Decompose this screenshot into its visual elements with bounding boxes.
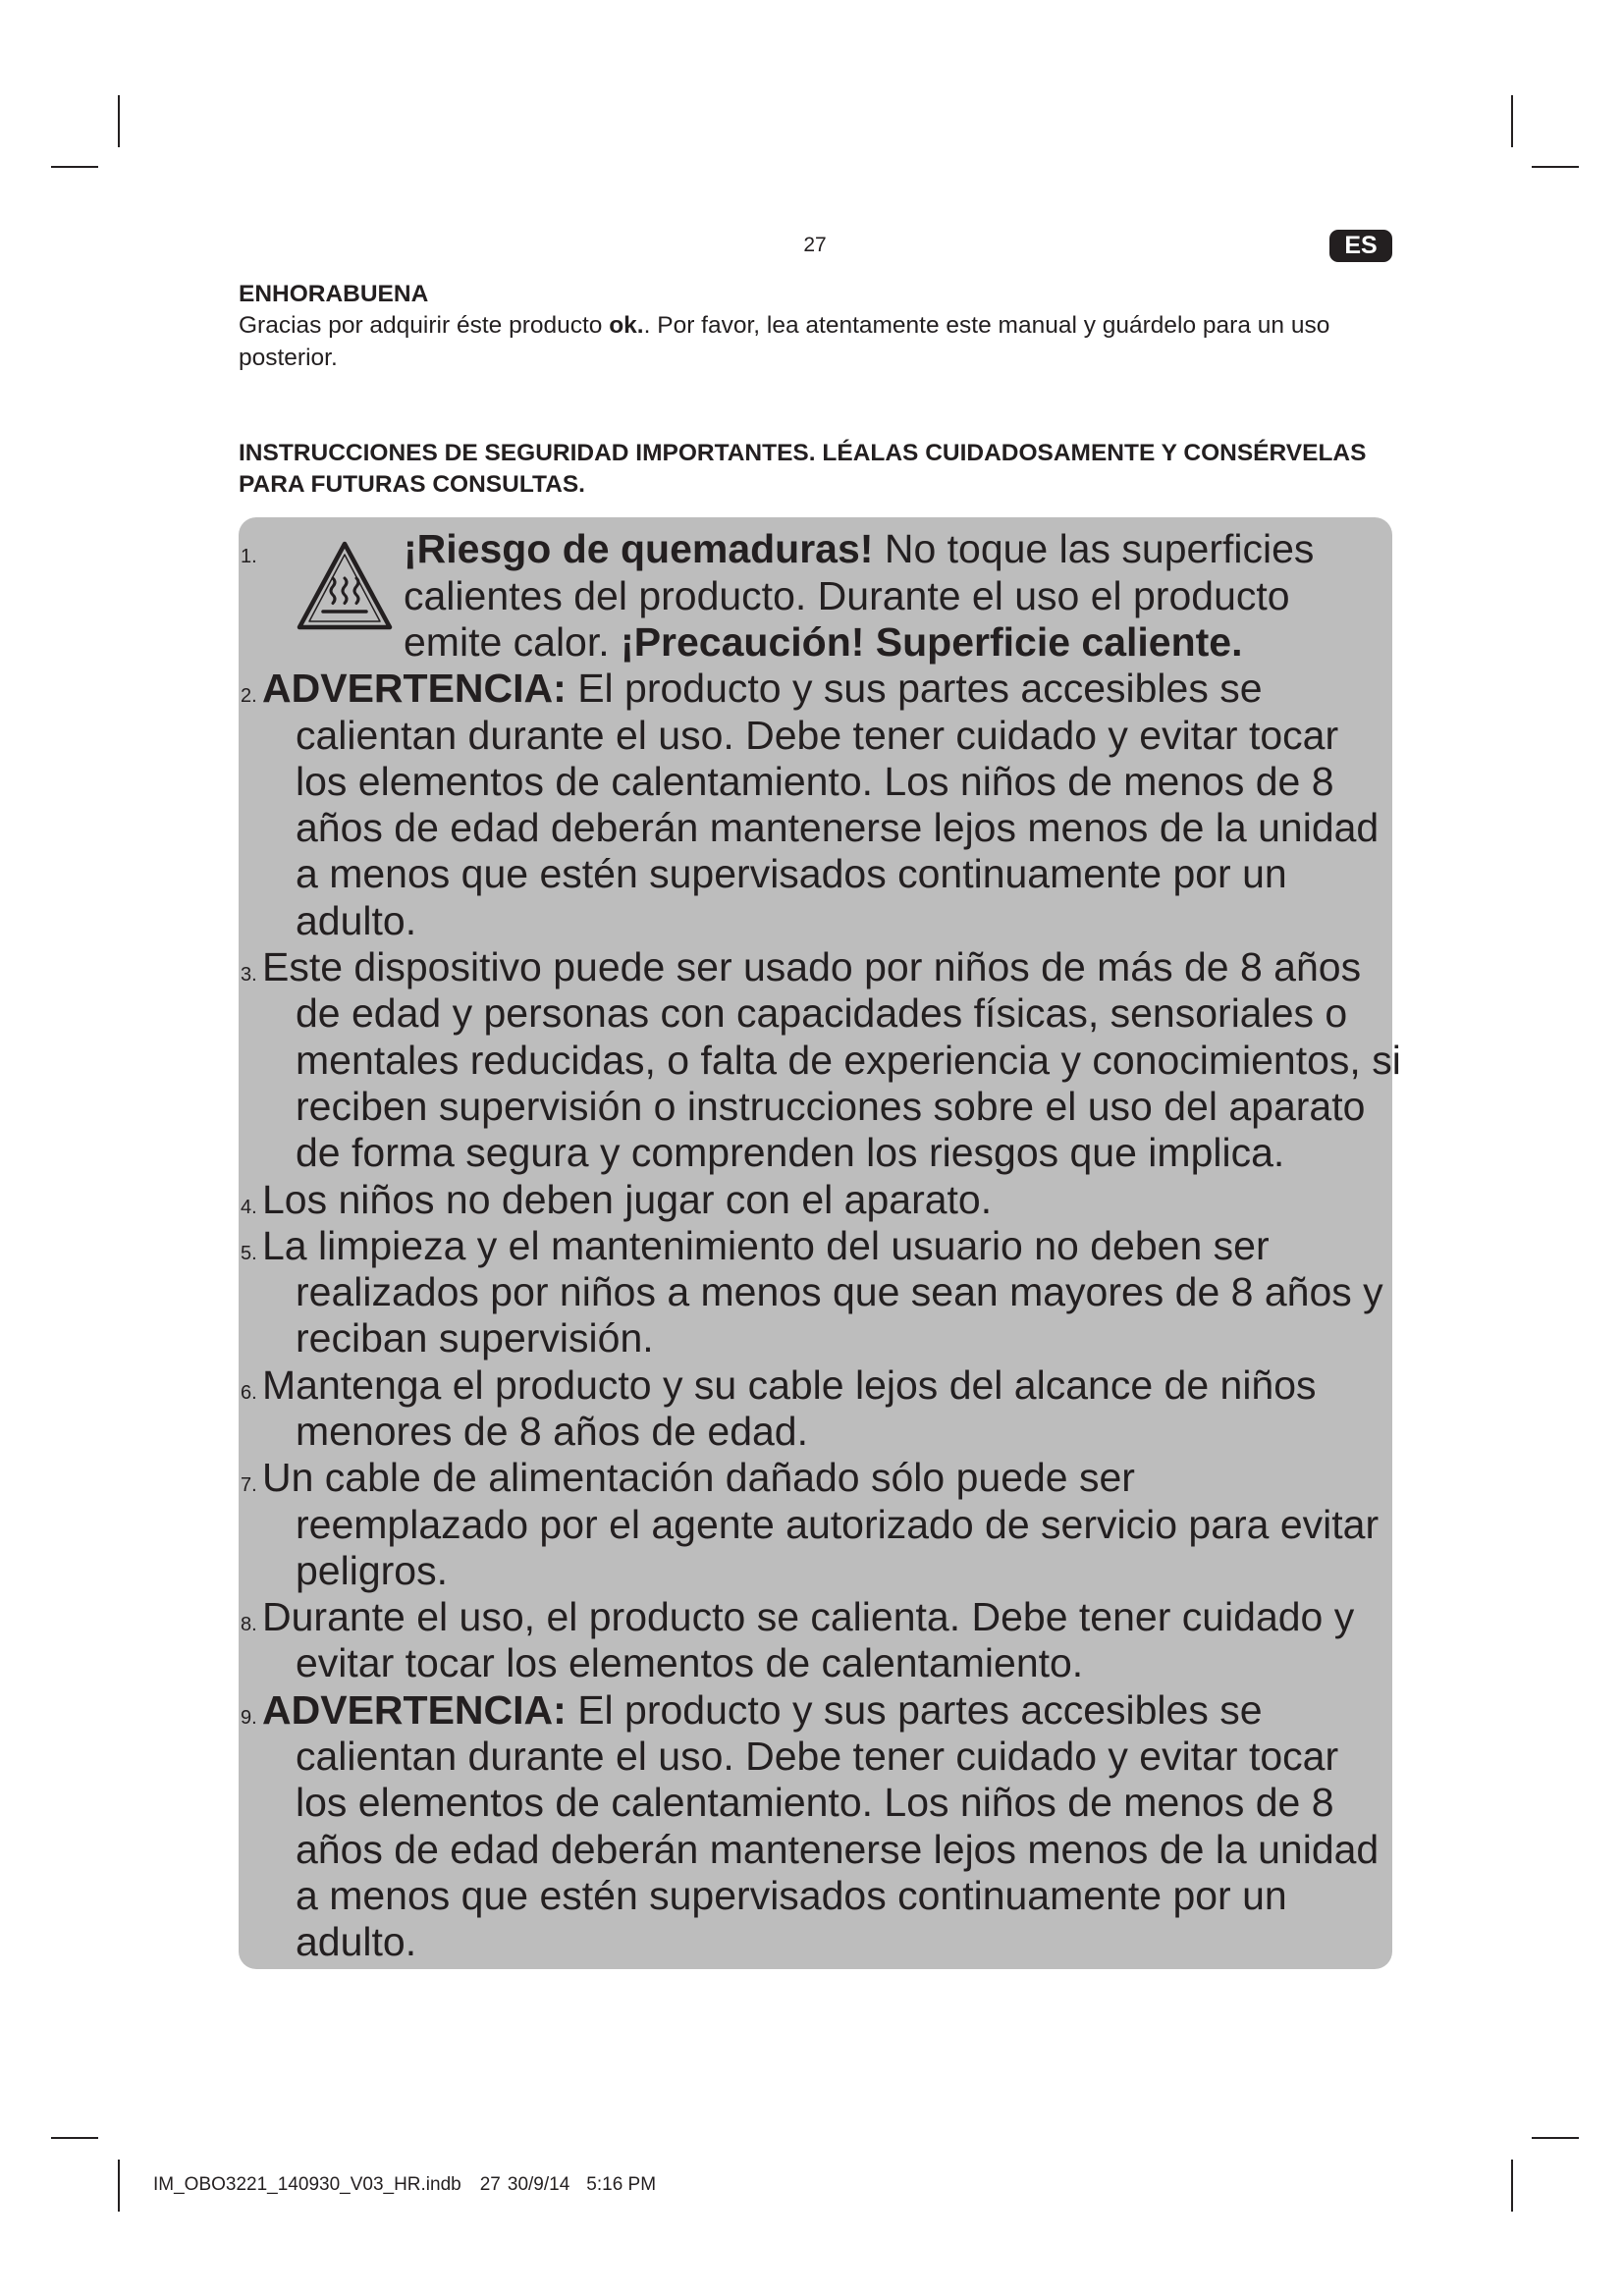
text-line — [241, 1873, 1401, 1919]
text-run: Durante el uso, el producto se calienta. Debe tener cuidado y — [262, 1594, 1355, 1640]
intro-paragraph — [239, 309, 1329, 374]
text-run: calientan durante el uso. Debe tener cuidado y evitar tocar — [296, 712, 1339, 758]
safety-item — [241, 1455, 1401, 1594]
text-line — [241, 1409, 1401, 1455]
text-run: posterior. — [239, 344, 338, 371]
text-run: adulto. — [296, 1919, 417, 1965]
text-run: peligros. — [296, 1547, 448, 1593]
text-run: años de edad deberán mantenerse lejos menos de la unidad — [296, 805, 1380, 851]
text-run: . Por favor, lea atentamente este manual y guárdelo para un uso — [643, 311, 1330, 339]
text-run: No toque las superficies — [873, 526, 1315, 572]
text-run: los elementos de calentamiento. Los niños de menos de 8 — [296, 758, 1334, 804]
safety-item — [241, 666, 1401, 944]
text-run: reciban supervisión. — [296, 1315, 654, 1362]
text-line — [241, 1130, 1401, 1176]
item-number: 6. — [241, 1381, 257, 1404]
print-slug — [153, 2173, 656, 2197]
text-line — [241, 573, 1401, 619]
safety-item — [241, 1594, 1401, 1687]
intro-title: ENHORABUENA — [239, 281, 429, 307]
hot-surface-warning-icon — [295, 539, 395, 633]
text-line — [241, 1502, 1401, 1548]
safety-heading-line: PARA FUTURAS CONSULTAS. — [239, 470, 585, 498]
crop-mark — [1532, 166, 1579, 168]
crop-mark — [1511, 95, 1513, 147]
item-number: 4. — [241, 1196, 257, 1218]
text-line — [241, 1594, 1401, 1640]
item-number: 1. — [241, 546, 257, 568]
text-line — [241, 898, 1401, 944]
safety-item — [241, 1177, 1401, 1223]
text-line — [239, 342, 1329, 374]
text-run: a menos que estén supervisados continuamente por un — [296, 1872, 1287, 1918]
text-run: realizados por niños a menos que sean mayores de 8 años y — [296, 1269, 1383, 1315]
text-run: adulto. — [296, 897, 417, 943]
language-badge: ES — [1329, 230, 1392, 262]
text-run: Los niños no deben jugar con el aparato. — [262, 1176, 993, 1222]
item-number: 3. — [241, 964, 257, 987]
crop-mark — [1511, 2160, 1513, 2212]
text-line — [241, 1455, 1401, 1501]
text-line — [239, 309, 1329, 342]
text-run: menores de 8 años de edad. — [296, 1408, 808, 1454]
text-run: Un cable de alimentación dañado sólo puede ser — [262, 1455, 1135, 1501]
text-run: Este dispositivo puede ser usado por niños de más de 8 años — [262, 944, 1362, 990]
text-run: La limpieza y el mantenimiento del usuario no deben ser — [262, 1222, 1270, 1268]
text-line — [241, 1548, 1401, 1594]
bold-text: ¡Precaución! Superficie caliente. — [621, 618, 1243, 665]
text-line — [241, 1084, 1401, 1130]
text-run: los elementos de calentamiento. Los niños de menos de 8 — [296, 1780, 1334, 1826]
crop-mark — [51, 2137, 98, 2139]
text-run: Gracias por adquirir éste producto — [239, 311, 610, 339]
text-line — [241, 1315, 1401, 1362]
text-line — [241, 1687, 1401, 1734]
text-run: evitar tocar los elementos de calentamiento. — [296, 1640, 1084, 1686]
print-file-name: IM_OBO3221_140930_V03_HR.indb — [153, 2174, 461, 2195]
safety-item — [241, 1687, 1401, 1966]
text-run: El producto y sus partes accesibles se — [566, 1686, 1263, 1733]
text-line — [241, 990, 1401, 1037]
text-run: Mantenga el producto y su cable lejos del alcance de niños — [262, 1362, 1317, 1408]
bold-text: ADVERTENCIA: — [262, 666, 567, 712]
safety-item — [241, 526, 1401, 666]
item-number: 8. — [241, 1614, 257, 1636]
print-date: 30/9/14 — [507, 2174, 570, 2195]
text-line — [241, 1223, 1401, 1269]
text-line — [241, 713, 1401, 759]
text-run: mentales reducidas, o falta de experiencia y conocimientos, si — [296, 1037, 1401, 1083]
crop-mark — [118, 2160, 120, 2212]
text-line — [241, 1734, 1401, 1780]
crop-mark — [118, 95, 120, 147]
safety-item — [241, 1362, 1401, 1456]
text-line — [241, 1919, 1401, 1965]
text-run: emite calor. — [404, 618, 622, 665]
text-run: años de edad deberán mantenerse lejos menos de la unidad — [296, 1826, 1380, 1872]
print-time: 5:16 PM — [586, 2174, 657, 2195]
page-number: 27 — [803, 234, 827, 256]
text-line — [241, 1640, 1401, 1686]
crop-mark — [51, 166, 98, 168]
text-run: de edad y personas con capacidades físicas, sensoriales o — [296, 990, 1348, 1037]
safety-heading-line: INSTRUCCIONES DE SEGURIDAD IMPORTANTES. LÉALAS CUIDADOSAMENTE Y CONSÉRVELAS — [239, 440, 1367, 466]
crop-mark — [1532, 2137, 1579, 2139]
text-line — [241, 1362, 1401, 1409]
text-run: calientes del producto. Durante el uso el producto — [404, 572, 1290, 618]
text-line — [241, 1269, 1401, 1315]
text-run: a menos que estén supervisados continuamente por un — [296, 851, 1287, 897]
safety-list — [241, 526, 1401, 1965]
item-number: 7. — [241, 1474, 257, 1497]
item-number: 9. — [241, 1706, 257, 1729]
text-line — [241, 759, 1401, 805]
text-run: El producto y sus partes accesibles se — [566, 666, 1263, 712]
text-run: reciben supervisión o instrucciones sobre el uso del aparato — [296, 1083, 1366, 1129]
text-line — [241, 1780, 1401, 1826]
safety-heading — [239, 438, 1366, 500]
text-line — [241, 1177, 1401, 1223]
text-line — [241, 666, 1401, 712]
text-run: reemplazado por el agente autorizado de servicio para evitar — [296, 1501, 1380, 1547]
bold-text: ADVERTENCIA: — [262, 1686, 567, 1733]
text-line — [241, 944, 1401, 990]
text-line — [241, 805, 1401, 851]
print-page-number: 27 — [479, 2174, 501, 2195]
text-line — [241, 526, 1401, 572]
bold-text: ¡Riesgo de quemaduras! — [404, 526, 874, 572]
text-line — [241, 1827, 1401, 1873]
text-line — [241, 1038, 1401, 1084]
safety-item — [241, 1223, 1401, 1362]
text-run: de forma segura y comprenden los riesgos que implica. — [296, 1130, 1285, 1176]
text-run: calientan durante el uso. Debe tener cuidado y evitar tocar — [296, 1734, 1339, 1780]
item-number: 2. — [241, 685, 257, 708]
text-line — [241, 619, 1401, 666]
item-number: 5. — [241, 1242, 257, 1264]
text-line — [241, 851, 1401, 897]
bold-text: ok. — [609, 311, 644, 339]
safety-item — [241, 944, 1401, 1176]
